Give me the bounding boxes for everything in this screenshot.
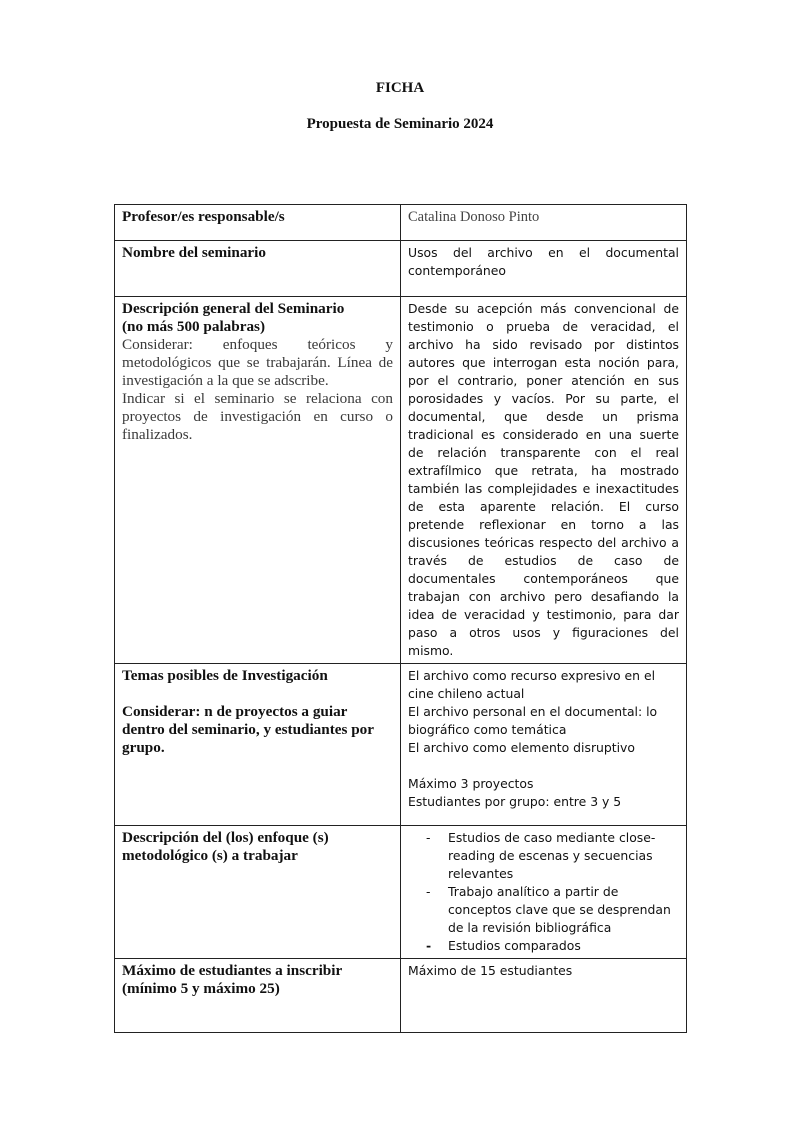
row-nombre xyxy=(115,241,687,297)
page-title: FICHA xyxy=(375,80,425,96)
list-item: El archivo como elemento disruptivo xyxy=(408,740,635,755)
maximo-value: Máximo de 15 estudiantes xyxy=(408,963,573,978)
maximo-label: Máximo de estudiantes a inscribir (mínimo 5 y máximo 25) xyxy=(122,962,342,997)
enfoque-list xyxy=(408,829,679,955)
list-item xyxy=(426,937,679,955)
list-item xyxy=(426,829,679,883)
label-cell xyxy=(115,664,401,826)
estudiantes-grupo: Estudiantes por grupo: entre 3 y 5 xyxy=(408,794,622,809)
descripcion-note-indicar: Indicar si el seminario se relaciona con proyectos de investigación en curso o finalizados. xyxy=(122,390,393,443)
row-enfoque xyxy=(115,826,687,959)
value-cell xyxy=(401,297,687,664)
temas-label: Temas posibles de Investigación xyxy=(122,667,328,684)
descripcion-note-considerar: Considerar: enfoques teóricos y metodológicos que se trabajarán. Línea de investigación a la que se adscribe. xyxy=(122,336,393,389)
descripcion-label-limit: (no más 500 palabras) xyxy=(122,318,266,335)
list-item-text: Trabajo analítico a partir de conceptos clave que se desprendan de la revisión bibliográfica xyxy=(448,884,671,935)
label-cell xyxy=(115,241,401,297)
value-cell xyxy=(401,664,687,826)
nombre-value: Usos del archivo en el documental contemporáneo xyxy=(408,245,679,278)
list-item: El archivo como recurso expresivo en el cine chileno actual xyxy=(408,668,656,701)
row-profesor xyxy=(115,205,687,241)
label-cell xyxy=(115,205,401,241)
row-temas xyxy=(115,664,687,826)
descripcion-label: Descripción general del Seminario xyxy=(122,300,345,317)
value-cell xyxy=(401,959,687,1033)
list-item-text: Estudios comparados xyxy=(448,938,581,953)
dash-bullet: - xyxy=(426,830,431,845)
label-cell xyxy=(115,826,401,959)
profesor-label: Profesor/es responsable/s xyxy=(122,208,285,225)
label-cell xyxy=(115,959,401,1033)
list-item xyxy=(426,883,679,937)
value-cell xyxy=(401,241,687,297)
row-maximo xyxy=(115,959,687,1033)
dash-bullet: - xyxy=(426,884,431,899)
row-descripcion xyxy=(115,297,687,664)
nombre-label: Nombre del seminario xyxy=(122,244,266,261)
enfoque-label: Descripción del (los) enfoque (s) metodológico (s) a trabajar xyxy=(122,829,329,864)
value-cell xyxy=(401,826,687,959)
profesor-value: Catalina Donoso Pinto xyxy=(408,209,540,225)
label-cell xyxy=(115,297,401,664)
temas-note: Considerar: n de proyectos a guiar dentro del seminario, y estudiantes por grupo. xyxy=(122,703,374,756)
proposal-table xyxy=(114,204,687,1033)
page-subtitle: Propuesta de Seminario 2024 xyxy=(306,116,494,132)
list-item-text: Estudios de caso mediante close-reading de escenas y secuencias relevantes xyxy=(448,830,656,881)
max-proyectos: Máximo 3 proyectos xyxy=(408,776,534,791)
list-item: El archivo personal en el documental: lo biográfico como temática xyxy=(408,704,658,737)
value-cell xyxy=(401,205,687,241)
descripcion-value: Desde su acepción más convencional de testimonio o prueba de veracidad, el archivo ha sido revisado por distintos autores que interrogan esta noción para, por el contrario, poner atención en sus porosidades y vacíos. Por su parte, el documental, que desde un prisma tradicional es considerado en una suerte de relación transparente con el real extrafílmico que retrata, ha mostrado también las complejidades e inexactitudes de esta aparente relación. El curso pretende reflexionar en torno a las discusiones teóricas respecto del archivo a través de estudios de caso de documentales contemporáneos que trabajan con archivo pero desafiando la idea de veracidad y testimonio, para dar paso a otros usos y figuraciones del mismo. xyxy=(408,301,679,658)
dash-bullet: - xyxy=(426,938,432,953)
